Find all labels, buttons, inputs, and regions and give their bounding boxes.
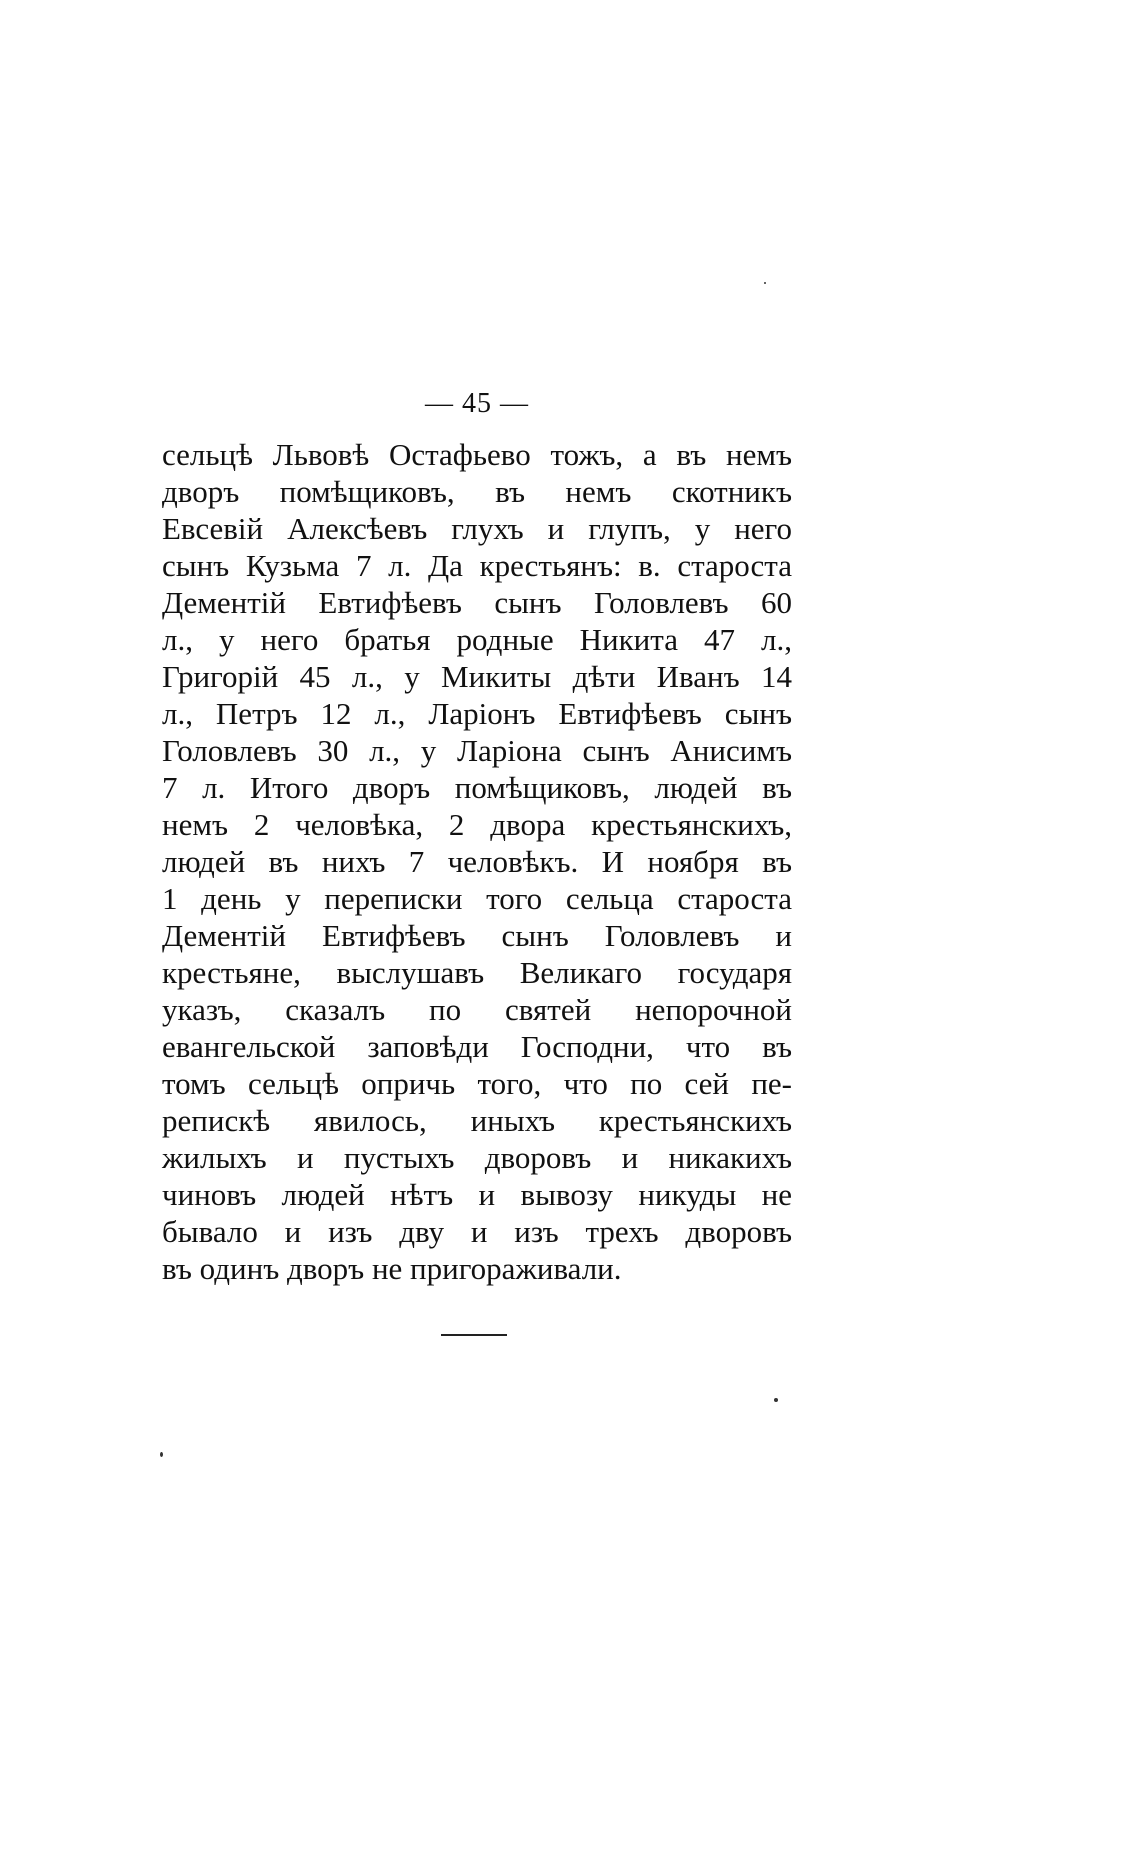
text-line: Евсевій Алексѣевъ глухъ и глупъ, у него	[162, 511, 792, 546]
page-number: — 45 —	[425, 388, 529, 419]
text-line: людей въ нихъ 7 человѣкъ. И ноября въ	[162, 844, 792, 879]
text-line: 1 день у переписки того сельца староста	[162, 881, 792, 916]
text-line: крестьяне, выслушавъ Великаго государя	[162, 955, 792, 990]
text-line: репискѣ явилось, иныхъ крестьянскихъ	[162, 1103, 792, 1138]
text-line: жилыхъ и пустыхъ дворовъ и никакихъ	[162, 1140, 792, 1175]
text-line-last: въ одинъ дворъ не пригораживали.	[162, 1251, 622, 1286]
text-line: указъ, сказалъ по святей непорочной	[162, 992, 792, 1027]
text-line: Головлевъ 30 л., у Ларіона сынъ Анисимъ	[162, 733, 792, 768]
text-line: л., Петръ 12 л., Ларіонъ Евтифѣевъ сынъ	[162, 696, 792, 731]
text-line: томъ сельцѣ опричь того, что по сей пе-	[162, 1066, 792, 1101]
text-line: бывало и изъ дву и изъ трехъ дворовъ	[162, 1214, 792, 1249]
body-text	[162, 436, 792, 1287]
text-line: Дементій Евтифѣевъ сынъ Головлевъ и	[162, 918, 792, 953]
text-line: Григорій 45 л., у Микиты дѣти Иванъ 14	[162, 659, 792, 694]
text-line: евангельской заповѣди Господни, что въ	[162, 1029, 792, 1064]
text-line: немъ 2 человѣка, 2 двора крестьянскихъ,	[162, 807, 792, 842]
text-line: Дементій Евтифѣевъ сынъ Головлевъ 60	[162, 585, 792, 620]
end-divider	[441, 1334, 507, 1336]
print-speck	[764, 282, 766, 284]
text-line: дворъ помѣщиковъ, въ немъ скотникъ	[162, 474, 792, 509]
text-line: 7 л. Итого дворъ помѣщиковъ, людей въ	[162, 770, 792, 805]
print-speck	[160, 1452, 163, 1457]
print-speck	[774, 1398, 778, 1402]
text-line: чиновъ людей нѣтъ и вывозу никуды не	[162, 1177, 792, 1212]
text-line: л., у него братья родные Никита 47 л.,	[162, 622, 792, 657]
text-line: сынъ Кузьма 7 л. Да крестьянъ: в. староста	[162, 548, 792, 583]
text-line: сельцѣ Львовѣ Остафьево тожъ, а въ немъ	[162, 437, 792, 472]
